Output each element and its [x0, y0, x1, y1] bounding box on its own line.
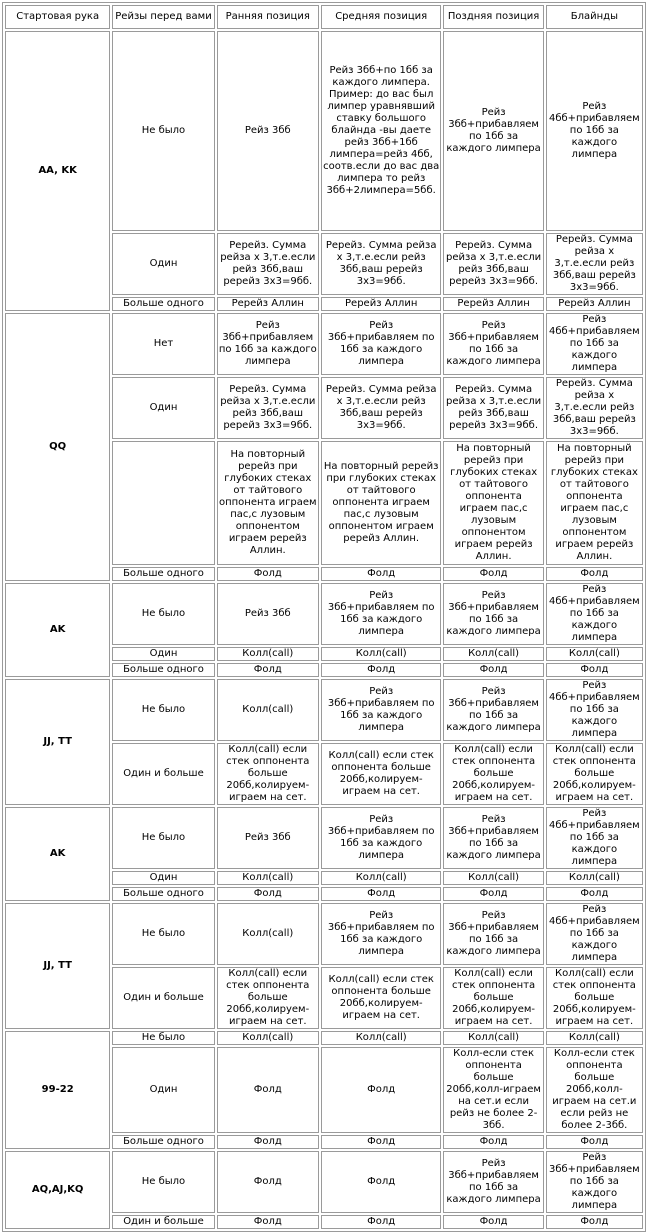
raises-before-cell: Не было	[112, 903, 214, 965]
blinds-cell: Фолд	[546, 1215, 643, 1229]
early-position-cell: Фолд	[217, 1151, 319, 1213]
early-position-cell: Ререйз Аллин	[217, 297, 319, 311]
table-row	[5, 313, 643, 375]
raises-before-cell: Один и больше	[112, 967, 214, 1029]
middle-position-cell: Фолд	[321, 1151, 442, 1213]
middle-position-cell: Рейз 3бб+прибавляем по 1бб за каждого лимпера	[321, 807, 442, 869]
table-body	[5, 31, 643, 1229]
table-row	[5, 807, 643, 869]
late-position-cell: Колл-если стек оппонента больше 20бб,колл-играем на сет.и если рейз не более 2-3бб.	[443, 1047, 543, 1133]
starting-hand-cell: AK	[5, 583, 110, 677]
table-row	[5, 583, 643, 645]
table-row	[5, 903, 643, 965]
table-row	[5, 679, 643, 741]
blinds-cell: Колл(call)	[546, 647, 643, 661]
blinds-cell: Фолд	[546, 887, 643, 901]
early-position-cell: Рейз 3бб+прибавляем по 1бб за каждого лимпера	[217, 313, 319, 375]
early-position-cell: Колл(call) если стек оппонента больше 20бб,колируем-играем на сет.	[217, 967, 319, 1029]
blinds-cell: На повторный ререйз при глубоких стеках от тайтового оппонента играем пас,с лузовым оппонентом играем ререйз Аллин.	[546, 441, 643, 565]
early-position-cell: Колл(call)	[217, 647, 319, 661]
raises-before-cell: Больше одного	[112, 663, 214, 677]
late-position-cell: Фолд	[443, 887, 543, 901]
header-late-position: Поздняя позиция	[443, 5, 543, 29]
starting-hand-cell: AA, KK	[5, 31, 110, 311]
early-position-cell: Фолд	[217, 1215, 319, 1229]
early-position-cell: Рейз 3бб	[217, 31, 319, 231]
blinds-cell: Рейз 4бб+прибавляем по 1бб за каждого лимпера	[546, 583, 643, 645]
late-position-cell: Ререйз. Сумма рейза х 3,т.е.если рейз 3бб,ваш ререйз 3х3=9бб.	[443, 233, 543, 295]
middle-position-cell: Ререйз Аллин	[321, 297, 442, 311]
starting-hand-cell: AK	[5, 807, 110, 901]
middle-position-cell: Рейз 3бб+прибавляем по 1бб за каждого лимпера	[321, 903, 442, 965]
middle-position-cell: Ререйз. Сумма рейза х 3,т.е.если рейз 3бб,ваш ререйз 3х3=9бб.	[321, 377, 442, 439]
late-position-cell: Рейз 3бб+прибавляем по 1бб за каждого лимпера	[443, 1151, 543, 1213]
late-position-cell: Колл(call)	[443, 871, 543, 885]
raises-before-cell: Больше одного	[112, 887, 214, 901]
middle-position-cell: Колл(call)	[321, 1031, 442, 1045]
early-position-cell: Фолд	[217, 567, 319, 581]
raises-before-cell: Один	[112, 377, 214, 439]
raises-before-cell: Не было	[112, 807, 214, 869]
middle-position-cell: Фолд	[321, 887, 442, 901]
starting-hand-cell: AQ,AJ,KQ	[5, 1151, 110, 1229]
header-starting-hand: Стартовая рука	[5, 5, 110, 29]
header-blinds: Блайнды	[546, 5, 643, 29]
raises-before-cell: Не было	[112, 1031, 214, 1045]
middle-position-cell: Колл(call)	[321, 871, 442, 885]
blinds-cell: Ререйз. Сумма рейза х 3,т.е.если рейз 3бб,ваш ререйз 3х3=9бб.	[546, 233, 643, 295]
early-position-cell: Фолд	[217, 887, 319, 901]
header-row	[5, 5, 643, 29]
raises-before-cell: Не было	[112, 583, 214, 645]
middle-position-cell: На повторный ререйз при глубоких стеках от тайтового оппонента играем пас,с лузовым оппонентом играем ререйз Аллин.	[321, 441, 442, 565]
late-position-cell: Колл(call) если стек оппонента больше 20бб,колируем-играем на сет.	[443, 967, 543, 1029]
middle-position-cell: Фолд	[321, 663, 442, 677]
raises-before-cell: Нет	[112, 313, 214, 375]
late-position-cell: Колл(call)	[443, 1031, 543, 1045]
starting-hand-cell: QQ	[5, 313, 110, 581]
middle-position-cell: Ререйз. Сумма рейза х 3,т.е.если рейз 3бб,ваш ререйз 3х3=9бб.	[321, 233, 442, 295]
blinds-cell: Ререйз. Сумма рейза х 3,т.е.если рейз 3бб,ваш ререйз 3х3=9бб.	[546, 377, 643, 439]
late-position-cell: Рейз 3бб+прибавляем по 1бб за каждого лимпера	[443, 31, 543, 231]
blinds-cell: Рейз 3бб+прибавляем по 1бб за каждого лимпера	[546, 1151, 643, 1213]
early-position-cell: Колл(call)	[217, 679, 319, 741]
table-row	[5, 1151, 643, 1213]
raises-before-cell: Больше одного	[112, 297, 214, 311]
middle-position-cell: Рейз 3бб+по 1бб за каждого лимпера. Пример: до вас был лимпер уравнявший ставку большого блайнда -вы даете рейз 3бб+1бб лимпера=рейз 4бб, соотв.если до вас два лимпера то рейз 3бб+2лимпера=5бб.	[321, 31, 442, 231]
blinds-cell: Рейз 4бб+прибавляем по 1бб за каждого лимпера	[546, 903, 643, 965]
late-position-cell: Фолд	[443, 1135, 543, 1149]
raises-before-cell: Больше одного	[112, 567, 214, 581]
preflop-strategy-table	[2, 2, 646, 1232]
raises-before-cell: Один и больше	[112, 1215, 214, 1229]
blinds-cell: Рейз 4бб+прибавляем по 1бб за каждого лимпера	[546, 807, 643, 869]
blinds-cell: Колл(call)	[546, 1031, 643, 1045]
late-position-cell: Рейз 3бб+прибавляем по 1бб за каждого лимпера	[443, 807, 543, 869]
raises-before-cell: Не было	[112, 679, 214, 741]
middle-position-cell: Фолд	[321, 1135, 442, 1149]
early-position-cell: Ререйз. Сумма рейза х 3,т.е.если рейз 3бб,ваш ререйз 3х3=9бб.	[217, 377, 319, 439]
table-row	[5, 31, 643, 231]
early-position-cell: Ререйз. Сумма рейза х 3,т.е.если рейз 3бб,ваш ререйз 3х3=9бб.	[217, 233, 319, 295]
early-position-cell: Колл(call)	[217, 871, 319, 885]
header-early-position: Ранняя позиция	[217, 5, 319, 29]
early-position-cell: На повторный ререйз при глубоких стеках от тайтового оппонента играем пас,с лузовым оппонентом играем ререйз Аллин.	[217, 441, 319, 565]
late-position-cell: Ререйз. Сумма рейза х 3,т.е.если рейз 3бб,ваш ререйз 3х3=9бб.	[443, 377, 543, 439]
late-position-cell: Рейз 3бб+прибавляем по 1бб за каждого лимпера	[443, 583, 543, 645]
starting-hand-cell: 99-22	[5, 1031, 110, 1149]
starting-hand-cell: JJ, TT	[5, 679, 110, 805]
late-position-cell: Фолд	[443, 1215, 543, 1229]
middle-position-cell: Рейз 3бб+прибавляем по 1бб за каждого лимпера	[321, 679, 442, 741]
blinds-cell: Колл(call) если стек оппонента больше 20бб,колируем-играем на сет.	[546, 743, 643, 805]
late-position-cell: Рейз 3бб+прибавляем по 1бб за каждого лимпера	[443, 679, 543, 741]
blinds-cell: Ререйз Аллин	[546, 297, 643, 311]
late-position-cell: Ререйз Аллин	[443, 297, 543, 311]
blinds-cell: Фолд	[546, 1135, 643, 1149]
late-position-cell: Фолд	[443, 567, 543, 581]
blinds-cell: Колл-если стек оппонента больше 20бб,колл-играем на сет.и если рейз не более 2-3бб.	[546, 1047, 643, 1133]
raises-before-cell	[112, 441, 214, 565]
header-middle-position: Средняя позиция	[321, 5, 442, 29]
blinds-cell: Фолд	[546, 663, 643, 677]
early-position-cell: Рейз 3бб	[217, 807, 319, 869]
blinds-cell: Рейз 4бб+прибавляем по 1бб за каждого лимпера	[546, 31, 643, 231]
early-position-cell: Колл(call)	[217, 903, 319, 965]
middle-position-cell: Колл(call) если стек оппонента больше 20бб,колируем-играем на сет.	[321, 743, 442, 805]
late-position-cell: Фолд	[443, 663, 543, 677]
raises-before-cell: Больше одного	[112, 1135, 214, 1149]
raises-before-cell: Один	[112, 1047, 214, 1133]
blinds-cell: Колл(call)	[546, 871, 643, 885]
middle-position-cell: Фолд	[321, 567, 442, 581]
late-position-cell: Рейз 3бб+прибавляем по 1бб за каждого лимпера	[443, 313, 543, 375]
middle-position-cell: Колл(call)	[321, 647, 442, 661]
early-position-cell: Фолд	[217, 663, 319, 677]
blinds-cell: Колл(call) если стек оппонента больше 20бб,колируем-играем на сет.	[546, 967, 643, 1029]
raises-before-cell: Один	[112, 871, 214, 885]
middle-position-cell: Колл(call) если стек оппонента больше 20бб,колируем-играем на сет.	[321, 967, 442, 1029]
header-raises-before-you: Рейзы перед вами	[112, 5, 214, 29]
late-position-cell: Колл(call)	[443, 647, 543, 661]
table-row	[5, 1031, 643, 1045]
raises-before-cell: Один	[112, 233, 214, 295]
early-position-cell: Фолд	[217, 1047, 319, 1133]
middle-position-cell: Фолд	[321, 1215, 442, 1229]
blinds-cell: Рейз 4бб+прибавляем по 1бб за каждого лимпера	[546, 679, 643, 741]
raises-before-cell: Не было	[112, 31, 214, 231]
late-position-cell: На повторный ререйз при глубоких стеках от тайтового оппонента играем пас,с лузовым оппонентом играем ререйз Аллин.	[443, 441, 543, 565]
late-position-cell: Рейз 3бб+прибавляем по 1бб за каждого лимпера	[443, 903, 543, 965]
raises-before-cell: Один	[112, 647, 214, 661]
middle-position-cell: Рейз 3бб+прибавляем по 1бб за каждого лимпера	[321, 313, 442, 375]
early-position-cell: Фолд	[217, 1135, 319, 1149]
late-position-cell: Колл(call) если стек оппонента больше 20бб,колируем-играем на сет.	[443, 743, 543, 805]
blinds-cell: Рейз 4бб+прибавляем по 1бб за каждого лимпера	[546, 313, 643, 375]
early-position-cell: Рейз 3бб	[217, 583, 319, 645]
early-position-cell: Колл(call) если стек оппонента больше 20бб,колируем-играем на сет.	[217, 743, 319, 805]
middle-position-cell: Фолд	[321, 1047, 442, 1133]
starting-hand-cell: JJ, TT	[5, 903, 110, 1029]
middle-position-cell: Рейз 3бб+прибавляем по 1бб за каждого лимпера	[321, 583, 442, 645]
blinds-cell: Фолд	[546, 567, 643, 581]
early-position-cell: Колл(call)	[217, 1031, 319, 1045]
raises-before-cell: Один и больше	[112, 743, 214, 805]
raises-before-cell: Не было	[112, 1151, 214, 1213]
